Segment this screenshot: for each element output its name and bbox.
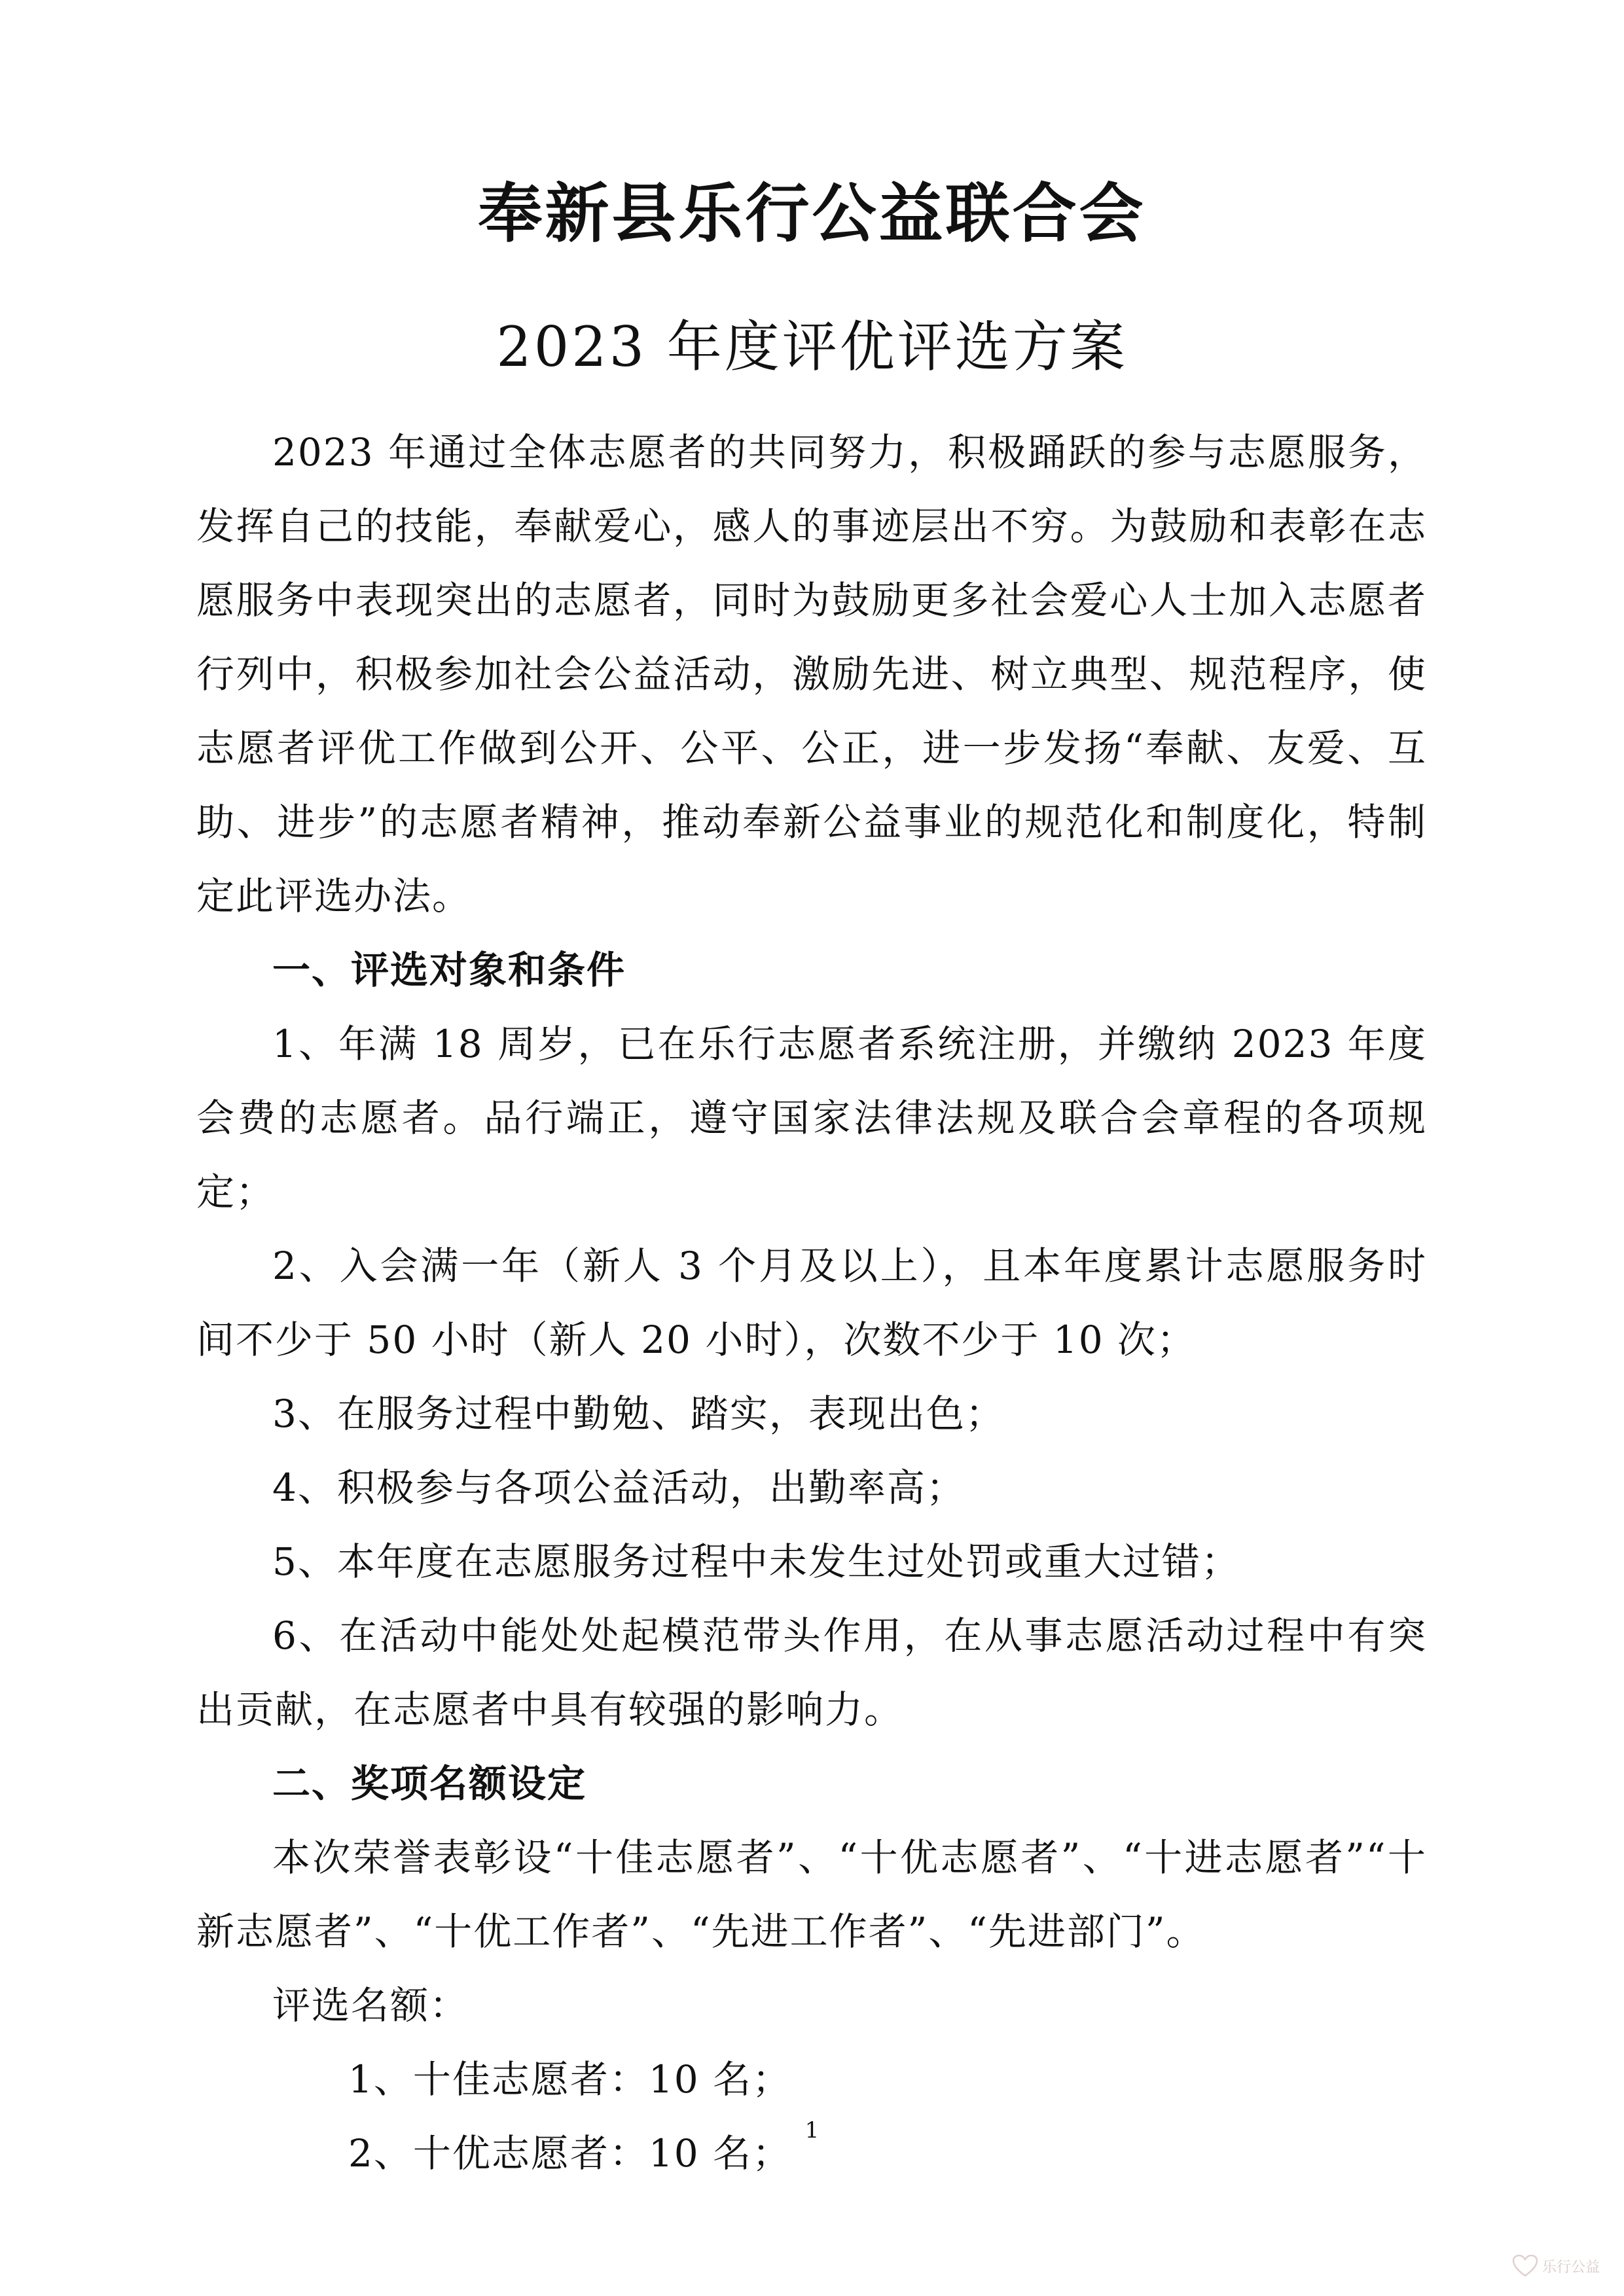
condition-item-5: 5、本年度在志愿服务过程中未发生过处罚或重大过错； bbox=[272, 1539, 1240, 1584]
document-body bbox=[196, 416, 1427, 2191]
watermark bbox=[1512, 2255, 1600, 2277]
page-number: 1 bbox=[804, 2117, 820, 2144]
quota-label: 评选名额： bbox=[272, 1983, 469, 2028]
document-title: 奉新县乐行公益联合会 bbox=[478, 176, 1146, 251]
condition-item-1: 1、年满 18 周岁，已在乐行志愿者系统注册，并缴纳 2023 年度会费的志愿者。品行端正，遵守国家法律法规及联合会章程的各项规定； bbox=[196, 1022, 1427, 1214]
quota-item-1: 1、十佳志愿者：10 名； bbox=[348, 2057, 792, 2102]
section1-heading: 一、评选对象和条件 bbox=[272, 948, 626, 992]
section2-heading: 二、奖项名额设定 bbox=[272, 1761, 587, 1806]
quota-item-2: 2、十优志愿者：10 名； bbox=[348, 2131, 792, 2176]
heart-logo-icon bbox=[1512, 2255, 1538, 2277]
condition-item-3: 3、在服务过程中勤勉、踏实，表现出色； bbox=[272, 1391, 1005, 1436]
document-subtitle: 2023 年度评优评选方案 bbox=[496, 315, 1128, 379]
awards-paragraph: 本次荣誉表彰设“十佳志愿者”、“十优志愿者”、“十进志愿者”“十新志愿者”、“十优工作者”、“先进工作者”、“先进部门”。 bbox=[196, 1835, 1427, 1954]
watermark-text: 乐行公益 bbox=[1542, 2258, 1600, 2275]
condition-item-6: 6、在活动中能处处起模范带头作用，在从事志愿活动过程中有突出贡献，在志愿者中具有较强的影响力。 bbox=[196, 1613, 1427, 1732]
condition-item-4: 4、积极参与各项公益活动，出勤率高； bbox=[272, 1465, 965, 1510]
condition-item-2: 2、入会满一年（新人 3 个月及以上），且本年度累计志愿服务时间不少于 50 小时（新人 20 小时），次数不少于 10 次； bbox=[196, 1244, 1427, 1362]
intro-paragraph: 2023 年通过全体志愿者的共同努力，积极踊跃的参与志愿服务，发挥自己的技能，奉献爱心，感人的事迹层出不穷。为鼓励和表彰在志愿服务中表现突出的志愿者，同时为鼓励更多社会爱心人士加入志愿者行列中，积极参加社会公益活动，激励先进、树立典型、规范程序，使志愿者评优工作做到公开、公平、公正，进一步发扬“奉献、友爱、互助、进步”的志愿者精神，推动奉新公益事业的规范化和制度化，特制定此评选办法。 bbox=[196, 430, 1427, 918]
